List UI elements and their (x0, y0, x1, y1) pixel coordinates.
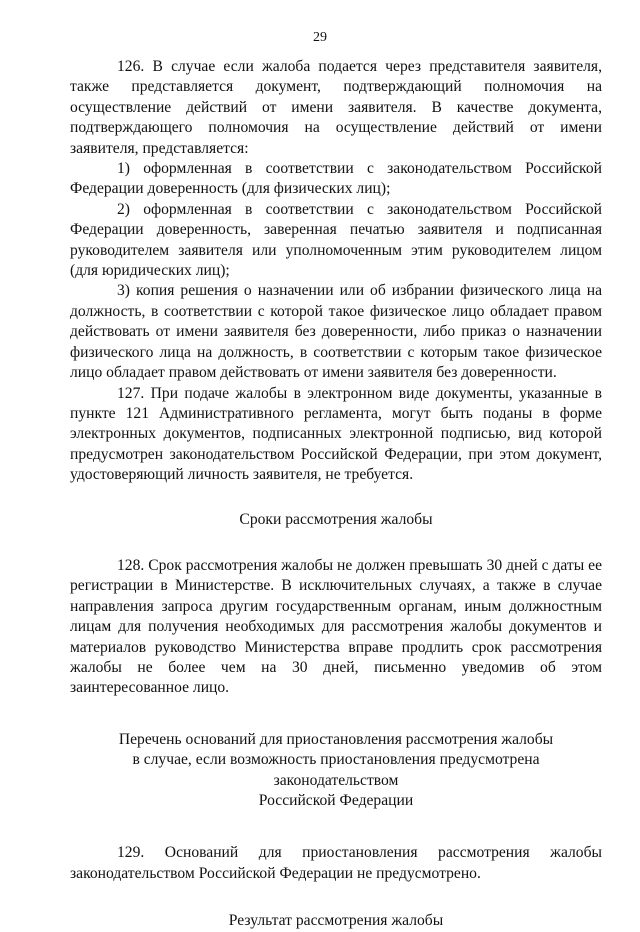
section-heading-terms: Сроки рассмотрения жалобы (239, 510, 433, 528)
section-heading-suspension-line-2: в случае, если возможность приостановления предусмотрена законодательством (132, 751, 540, 789)
paragraph-128: 128. Срок рассмотрения жалобы не должен превышать 30 дней с даты ее регистрации в Министерстве. В исключительных случаях, а также в случае направления запроса другим государственным органам, иным должностным лицам для получения необходимых для рассмотрения жалобы документов и материалов руководство Министерства вправе продлить срок рассмотрения жалобы не более чем на 30 дней, письменно уведомив об этом заинтересованное лицо. (70, 556, 602, 697)
paragraph-126-item-2: 2) оформленная в соответствии с законодательством Российской Федерации доверенность, заверенная печатью заявителя и подписанная руководителем заявителя или уполномоченным этим руководителем лицом (для юридических лиц); (70, 200, 602, 280)
paragraph-126: 126. В случае если жалоба подается через представителя заявителя, также представляется документ, подтверждающий полномочия на осуществление действий от имени заявителя. В качестве документа, подтверждающего полномочия на осуществление действий от имени заявителя, представляется: (70, 58, 602, 157)
section-heading-suspension (70, 730, 602, 812)
section-heading-suspension-line-1: Перечень оснований для приостановления рассмотрения жалобы (118, 730, 554, 748)
document-body (70, 57, 602, 932)
paragraph-126-item-1: 1) оформленная в соответствии с законодательством Российской Федерации доверенность (для физических лиц); (70, 160, 602, 198)
paragraph-129: 129. Оснований для приостановления рассмотрения жалобы законодательством Российской Федерации не предусмотрено. (70, 844, 602, 882)
section-heading-suspension-line-3: Российской Федерации (258, 792, 414, 809)
page-number: 29 (313, 30, 327, 45)
paragraph-127: 127. При подаче жалобы в электронном виде документы, указанные в пункте 121 Административного регламента, могут быть поданы в форме электронных документов, подписанных электронной подписью, вид которой предусмотрен законодательством Российской Федерации, при этом документ, удостоверяющий личность заявителя, не требуется. (70, 384, 602, 484)
paragraph-126-item-3: 3) копия решения о назначении или об избрании физического лица на должность, в соответствии с которой такое физическое лицо обладает правом действовать от имени заявителя без доверенности, либо приказ о назначении физического лица на должность, в соответствии с которым такое физическое лицо обладает правом действовать от имени заявителя без доверенности. (70, 282, 602, 382)
section-heading-result: Результат рассмотрения жалобы (228, 912, 444, 930)
